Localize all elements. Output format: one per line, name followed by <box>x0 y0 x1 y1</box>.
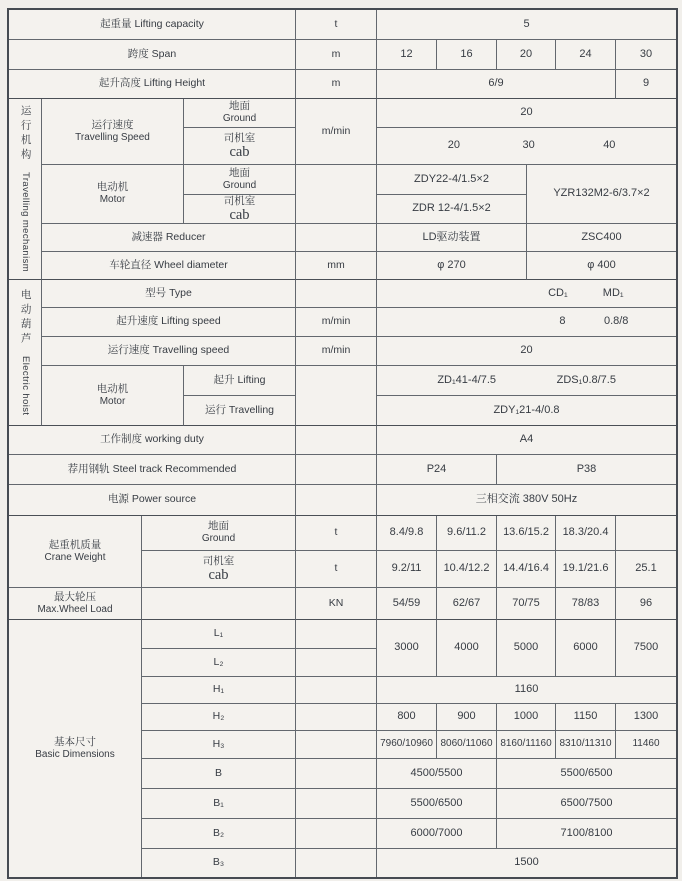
dim-H2-value: 1000 <box>497 704 556 731</box>
travelling-speed-label <box>42 99 184 165</box>
lifting-height-value-span30: 9 <box>616 70 676 99</box>
span-value-24: 24 <box>556 40 616 70</box>
crane-weight-cab-value: 9.2/11 <box>377 551 437 588</box>
reducer-unit-cell <box>296 224 377 252</box>
travelling-motor-unit-cell <box>296 165 377 224</box>
dim-B-sublabel: B <box>142 759 296 789</box>
dim-L-value: 4000 <box>437 620 497 677</box>
dim-H2-value: 1300 <box>616 704 676 731</box>
max-wheel-load-empty-cell <box>142 588 296 620</box>
basic-dimensions-label <box>9 620 142 877</box>
crane-weight-cab-value: 14.4/16.4 <box>497 551 556 588</box>
dim-H2-unit-cell <box>296 704 377 731</box>
hoist-lifting-speed-value: 8 <box>559 315 566 328</box>
max-wheel-load-value: 96 <box>616 588 676 620</box>
label-en: cab <box>208 567 229 584</box>
span-value-30: 30 <box>616 40 676 70</box>
span-value-12: 12 <box>377 40 437 70</box>
dim-B-unit-cell <box>296 759 377 789</box>
travelling-motor-cab-sublabel <box>184 195 296 224</box>
label-en: Motor <box>99 395 126 407</box>
section-electric-hoist <box>9 280 42 426</box>
hoist-type-value: CD₁ <box>548 286 568 299</box>
dim-H3-value: 8060/11060 <box>437 731 497 759</box>
dim-H2-sublabel: H₂ <box>142 704 296 731</box>
dim-L1-unit-cell <box>296 620 377 649</box>
hoist-motor-travelling-value: ZDY₁21-4/0.8 <box>377 396 676 426</box>
dim-H1-sublabel: H₁ <box>142 677 296 704</box>
hoist-type-unit-cell <box>296 280 377 308</box>
cab-speed-value: 20 <box>447 139 460 152</box>
label-zh: 运行速度 <box>91 118 134 131</box>
label-en: Basic Dimensions <box>35 748 115 760</box>
dim-B1-left: 5500/6500 <box>377 789 497 819</box>
crane-weight-ground-value: 18.3/20.4 <box>556 516 616 551</box>
working-duty-value: A4 <box>377 426 676 455</box>
crane-weight-ground-sublabel <box>142 516 296 551</box>
label-en: cab <box>229 207 250 224</box>
lifting-height-label: 起升高度 Lifting Height <box>9 70 296 99</box>
wheel-diameter-label: 车轮直径 Wheel diameter <box>42 252 296 280</box>
crane-weight-ground-unit: t <box>296 516 377 551</box>
section-label-zh: 运行机构 <box>19 105 32 164</box>
lifting-capacity-unit: t <box>296 10 377 40</box>
label-en: Ground <box>201 533 236 545</box>
steel-track-unit-cell <box>296 455 377 485</box>
hoist-lifting-speed-label: 起升速度 Lifting speed <box>42 308 296 337</box>
travelling-motor-label <box>42 165 184 224</box>
hoist-motor-lifting-sublabel: 起升 Lifting <box>184 366 296 396</box>
label-zh: 司机室 <box>223 195 256 208</box>
label-en: cab <box>229 144 250 161</box>
dim-L-value: 5000 <box>497 620 556 677</box>
dim-B2-right: 7100/8100 <box>497 819 676 849</box>
lifting-height-unit: m <box>296 70 377 99</box>
hoist-motor-unit-cell <box>296 366 377 426</box>
label-zh: 地面 <box>228 100 250 113</box>
reducer-label: 减速器 Reducer <box>42 224 296 252</box>
dim-B2-left: 6000/7000 <box>377 819 497 849</box>
dim-H2-value: 900 <box>437 704 497 731</box>
hoist-motor-travelling-sublabel: 运行 Travelling <box>184 396 296 426</box>
lifting-height-value-main: 6/9 <box>377 70 616 99</box>
steel-track-left: P24 <box>377 455 497 485</box>
travelling-speed-ground-sublabel <box>184 99 296 128</box>
label-zh: 最大轮压 <box>53 590 96 603</box>
crane-weight-ground-value: 8.4/9.8 <box>377 516 437 551</box>
max-wheel-load-value: 62/67 <box>437 588 497 620</box>
spec-table <box>7 8 678 879</box>
max-wheel-load-value: 70/75 <box>497 588 556 620</box>
wheel-diameter-right: φ 400 <box>527 252 676 280</box>
crane-weight-cab-value: 19.1/21.6 <box>556 551 616 588</box>
dim-H2-value: 1150 <box>556 704 616 731</box>
cab-speed-value: 30 <box>522 139 535 152</box>
hoist-lifting-speed-value: 0.8/8 <box>603 315 629 328</box>
hoist-type-label: 型号 Type <box>42 280 296 308</box>
dim-B3-sublabel: B₃ <box>142 849 296 877</box>
travelling-speed-unit: m/min <box>296 99 377 165</box>
dim-L-value: 6000 <box>556 620 616 677</box>
hoist-travelling-speed-value: 20 <box>377 337 676 366</box>
travelling-motor-ground-sublabel <box>184 165 296 195</box>
wheel-diameter-unit: mm <box>296 252 377 280</box>
lifting-capacity-value: 5 <box>377 10 676 40</box>
hoist-motor-label <box>42 366 184 426</box>
dim-B2-sublabel: B₂ <box>142 819 296 849</box>
travelling-speed-cab-values <box>377 128 676 165</box>
power-source-label: 电源 Power source <box>9 485 296 516</box>
hoist-motor-lifting-value: ZDS₁0.8/7.5 <box>556 373 616 386</box>
label-zh: 司机室 <box>202 555 235 568</box>
dim-L2-sublabel: L₂ <box>142 649 296 677</box>
dim-L2-unit-cell <box>296 649 377 677</box>
dim-B1-sublabel: B₁ <box>142 789 296 819</box>
hoist-travelling-speed-unit: m/min <box>296 337 377 366</box>
dim-B2-unit-cell <box>296 819 377 849</box>
dim-B-right: 5500/6500 <box>497 759 676 789</box>
label-zh: 电动机 <box>96 382 129 395</box>
dim-B1-unit-cell <box>296 789 377 819</box>
hoist-motor-lifting-values <box>377 366 676 396</box>
hoist-lifting-speed-values <box>377 308 676 337</box>
label-en: Ground <box>222 113 257 125</box>
wheel-diameter-left: φ 270 <box>377 252 527 280</box>
label-zh: 地面 <box>228 166 250 179</box>
label-zh: 司机室 <box>223 132 256 145</box>
section-label-zh: 电动葫芦 <box>19 289 32 348</box>
dim-B3-value: 1500 <box>514 856 539 869</box>
dim-H1-value: 1160 <box>377 677 676 704</box>
reducer-value-left: LD驱动装置 <box>377 224 527 252</box>
max-wheel-load-label <box>9 588 142 620</box>
hoist-type-value: MD₁ <box>602 286 624 299</box>
crane-weight-ground-value: 9.6/11.2 <box>437 516 497 551</box>
section-label-en: Electric hoist <box>19 356 31 416</box>
cab-speed-value: 40 <box>603 139 616 152</box>
lifting-capacity-label: 起重量 Lifting capacity <box>9 10 296 40</box>
dim-L-value: 3000 <box>377 620 437 677</box>
label-zh: 起重机质量 <box>48 538 102 551</box>
hoist-lifting-speed-unit: m/min <box>296 308 377 337</box>
crane-weight-label <box>9 516 142 588</box>
dim-B3-unit-cell <box>296 849 377 877</box>
max-wheel-load-value: 54/59 <box>377 588 437 620</box>
dim-H3-unit-cell <box>296 731 377 759</box>
section-vertical-text <box>18 280 31 425</box>
dim-H3-value: 8310/11310 <box>556 731 616 759</box>
dim-H3-value: 8160/11160 <box>497 731 556 759</box>
crane-weight-cab-value: 10.4/12.2 <box>437 551 497 588</box>
dim-B-left: 4500/5500 <box>377 759 497 789</box>
label-en: Max.Wheel Load <box>37 603 113 615</box>
power-source-value: 三相交流 380V 50Hz <box>377 485 676 516</box>
travelling-motor-shared-value: YZR132M2-6/3.7×2 <box>527 165 676 224</box>
steel-track-label: 荐用钢轨 Steel track Recommended <box>9 455 296 485</box>
crane-weight-cab-unit: t <box>296 551 377 588</box>
span-label: 跨度 Span <box>9 40 296 70</box>
dim-B1-right: 6500/7500 <box>497 789 676 819</box>
label-zh: 基本尺寸 <box>53 735 96 748</box>
section-travelling-mechanism <box>9 99 42 280</box>
dim-H3-value: 7960/10960 <box>377 731 437 759</box>
crane-weight-ground-value-empty <box>616 516 676 551</box>
travelling-speed-ground-value: 20 <box>377 99 676 128</box>
dim-H3-sublabel: H₃ <box>142 731 296 759</box>
travelling-speed-cab-sublabel <box>184 128 296 165</box>
hoist-type-values <box>377 280 676 308</box>
max-wheel-load-value: 78/83 <box>556 588 616 620</box>
dim-H2-value: 800 <box>377 704 437 731</box>
section-label-en: Travelling mechanism <box>19 172 31 273</box>
label-en: Ground <box>222 179 257 191</box>
crane-weight-ground-value: 13.6/15.2 <box>497 516 556 551</box>
label-en: Crane Weight <box>44 551 106 563</box>
working-duty-label: 工作制度 working duty <box>9 426 296 455</box>
dim-L1-sublabel: L₁ <box>142 620 296 649</box>
label-en: Motor <box>99 194 126 206</box>
travelling-motor-ground-value: ZDY22-4/1.5×2 <box>377 165 527 195</box>
crane-weight-cab-sublabel <box>142 551 296 588</box>
reducer-value-right: ZSC400 <box>527 224 676 252</box>
hoist-travelling-speed-label: 运行速度 Travelling speed <box>42 337 296 366</box>
span-value-20: 20 <box>497 40 556 70</box>
hoist-motor-lifting-value: ZD₁41-4/7.5 <box>437 373 497 386</box>
label-zh: 电动机 <box>96 181 129 194</box>
working-duty-unit-cell <box>296 426 377 455</box>
crane-weight-cab-value: 25.1 <box>616 551 676 588</box>
steel-track-right: P38 <box>497 455 676 485</box>
section-vertical-text <box>18 99 31 279</box>
dim-L-value: 7500 <box>616 620 676 677</box>
label-zh: 地面 <box>207 520 229 533</box>
label-en: Travelling Speed <box>75 131 150 143</box>
max-wheel-load-unit: KN <box>296 588 377 620</box>
dim-H1-unit-cell <box>296 677 377 704</box>
span-value-16: 16 <box>437 40 497 70</box>
travelling-motor-cab-value: ZDR 12-4/1.5×2 <box>377 195 527 224</box>
dim-H3-value: 11460 <box>616 731 676 759</box>
span-unit: m <box>296 40 377 70</box>
power-source-unit-cell <box>296 485 377 516</box>
